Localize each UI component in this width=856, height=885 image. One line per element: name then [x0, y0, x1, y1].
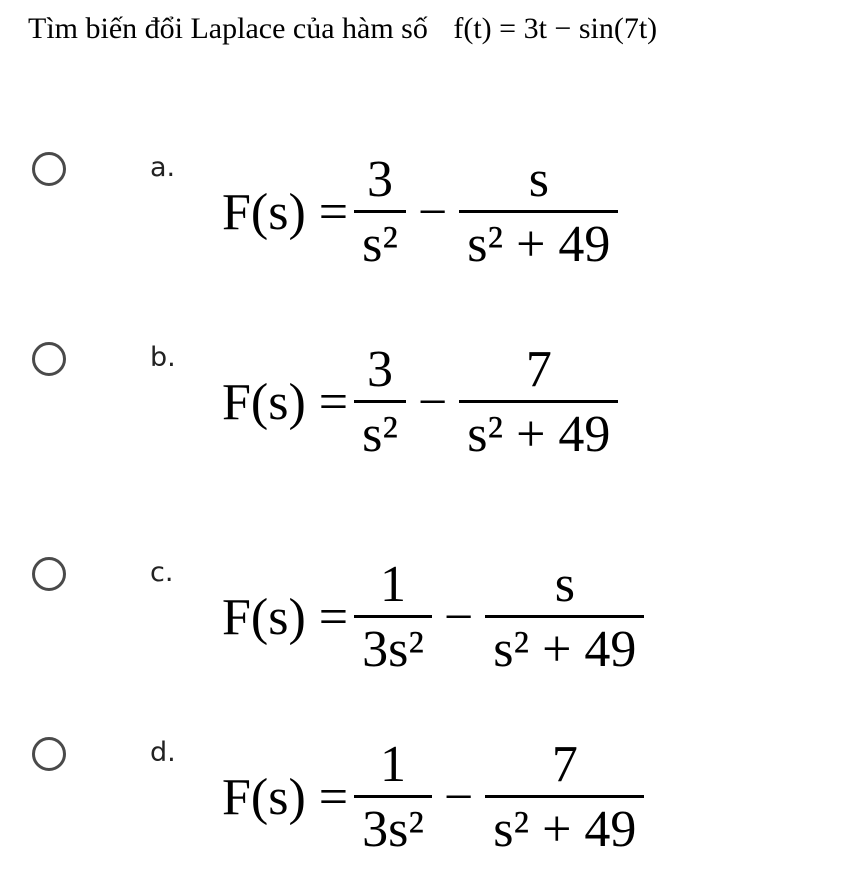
fraction-1 — [354, 341, 406, 463]
fraction-1-denominator: 3s² — [354, 615, 432, 676]
fraction-2 — [485, 556, 644, 678]
radio-button-a[interactable] — [32, 152, 66, 186]
option-d[interactable] — [0, 725, 856, 885]
option-c-formula — [222, 556, 650, 678]
option-a[interactable] — [0, 140, 856, 310]
fraction-1-numerator: 3 — [367, 341, 394, 398]
fraction-1-denominator: s² — [354, 210, 406, 271]
minus-sign: − — [443, 769, 474, 826]
option-b-formula — [222, 341, 624, 463]
option-b[interactable] — [0, 330, 856, 500]
formula-lhs: F(s) = — [222, 769, 349, 826]
fraction-1-denominator: 3s² — [354, 795, 432, 856]
fraction-1-numerator: 1 — [380, 556, 407, 613]
fraction-1 — [354, 736, 432, 858]
minus-sign: − — [417, 374, 448, 431]
minus-sign: − — [417, 184, 448, 241]
fraction-2-denominator: s² + 49 — [485, 795, 644, 856]
option-c[interactable] — [0, 545, 856, 715]
fraction-2-denominator: s² + 49 — [459, 400, 618, 461]
fraction-2-numerator: s — [528, 151, 549, 208]
radio-button-c[interactable] — [32, 557, 66, 591]
fraction-2 — [459, 341, 618, 463]
question-formula: f(t) = 3t − sin(7t) — [453, 12, 658, 45]
fraction-2 — [485, 736, 644, 858]
radio-button-b[interactable] — [32, 342, 66, 376]
fraction-1-numerator: 1 — [380, 736, 407, 793]
fraction-2-denominator: s² + 49 — [485, 615, 644, 676]
minus-sign: − — [443, 589, 474, 646]
fraction-2-denominator: s² + 49 — [459, 210, 618, 271]
option-d-formula — [222, 736, 650, 858]
fraction-2-numerator: s — [554, 556, 575, 613]
fraction-1 — [354, 556, 432, 678]
fraction-2-numerator: 7 — [525, 341, 552, 398]
question-text — [28, 12, 657, 46]
formula-lhs: F(s) = — [222, 184, 349, 241]
option-a-formula — [222, 151, 624, 273]
formula-lhs: F(s) = — [222, 589, 349, 646]
fraction-2 — [459, 151, 618, 273]
option-letter-a: a. — [150, 152, 176, 183]
option-letter-d: d. — [150, 737, 176, 768]
question-label: Tìm biến đổi Laplace của hàm số — [28, 12, 428, 45]
formula-lhs: F(s) = — [222, 374, 349, 431]
fraction-2-numerator: 7 — [551, 736, 578, 793]
fraction-1 — [354, 151, 406, 273]
fraction-1-denominator: s² — [354, 400, 406, 461]
option-letter-b: b. — [150, 342, 176, 373]
option-letter-c: c. — [150, 557, 174, 588]
fraction-1-numerator: 3 — [367, 151, 394, 208]
radio-button-d[interactable] — [32, 737, 66, 771]
